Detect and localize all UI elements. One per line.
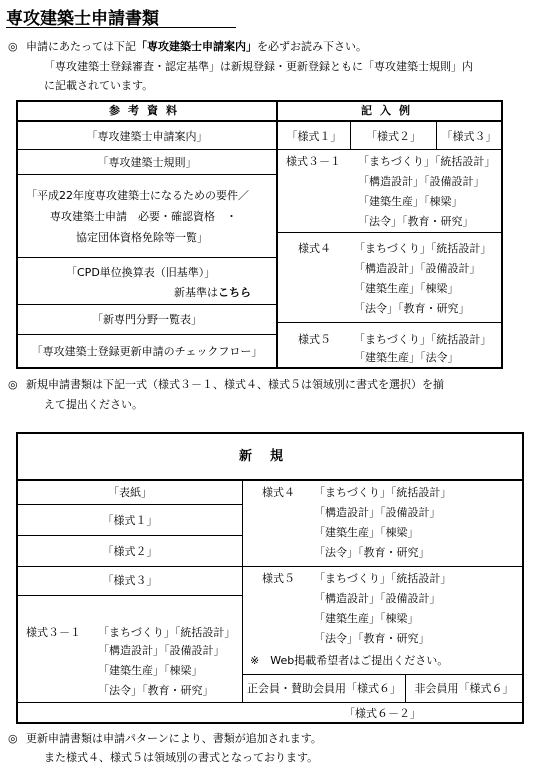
table2-header: 新規 (238, 449, 301, 464)
ref-cpd-table[interactable]: 「CPD単位換算表（旧基準）」 (66, 266, 216, 279)
form6-nonmember[interactable]: 非会員用「様式６」 (414, 682, 514, 695)
intro-note-line1 (0, 38, 367, 56)
new-form4-line[interactable]: 「まちづくり」「統括設計」 (314, 486, 452, 499)
intro-text-post: を必ずお読み下さい。 (257, 40, 367, 53)
new-form4-label: 様式４ (262, 486, 295, 499)
double-circle-icon: ◎ (8, 40, 18, 53)
new-application-note-line1: ◎ 新規申請書類は下記一式（様式３－１、様式４、様式５は領域別に書式を選択）を揃 (0, 376, 444, 394)
ref-renewal-flow[interactable]: 「専攻建築士登録更新申請のチェックフロー」 (31, 345, 263, 358)
example-form4-line[interactable]: 「法令」「教育・研究」 (354, 302, 470, 315)
new-application-note-line2: えて提出ください。 (44, 398, 143, 411)
example-form5-line[interactable]: 「まちづくり」「統括設計」 (354, 333, 492, 346)
table2-header-rule (16, 479, 524, 481)
title-underline (6, 27, 236, 28)
table1-header-examples: 記入例 (361, 104, 418, 117)
new-form4-line[interactable]: 「構造設計」「設備設計」 (314, 506, 441, 519)
table2-divider (242, 480, 243, 702)
new-form5-line[interactable]: 「法令」「教育・研究」 (314, 632, 430, 645)
example-form31-line[interactable]: 「法令」「教育・研究」 (358, 215, 474, 228)
example-form3[interactable]: 「様式３」 (441, 130, 497, 143)
new-form1[interactable]: 「様式１」 (102, 514, 158, 527)
example-form31-line[interactable]: 「構造設計」「設備設計」 (358, 175, 485, 188)
new-form31-line[interactable]: 「法令」「教育・研究」 (98, 684, 214, 697)
web-posting-note: ※ Web掲載希望者はご提出ください。 (250, 654, 449, 667)
new-form31-line[interactable]: 「まちづくり」「統括設計」 (98, 626, 236, 639)
ref-requirements-line3[interactable]: 協定団体資格免除等一覧」 (76, 231, 208, 244)
example-form4-line[interactable]: 「建築生産」「棟梁」 (354, 282, 459, 295)
application-guide-link[interactable]: 「専攻建築士申請案内」 (136, 40, 257, 53)
form6-member[interactable]: 正会員・賛助会員用「様式６」 (247, 682, 401, 695)
new-form31-line[interactable]: 「構造設計」「設備設計」 (98, 644, 225, 657)
example-form4-label: 様式４ (298, 242, 331, 255)
new-form5-line[interactable]: 「建築生産」「棟梁」 (314, 612, 419, 625)
new-standard-link[interactable]: こちら (218, 286, 251, 299)
ref-requirements-line2[interactable]: 専攻建築士申請 必要・確認資格 ・ (50, 210, 237, 223)
example-form1[interactable]: 「様式１」 (286, 130, 342, 143)
renewal-note-line1: ◎ 更新申請書類は申請パターンにより、書類が追加されます。 (0, 730, 322, 748)
ref-requirements-line1[interactable]: 「平成22年度専攻建築士になるための要件／ (26, 189, 249, 202)
example-form4-line[interactable]: 「構造設計」「設備設計」 (354, 262, 481, 275)
new-form5-line[interactable]: 「構造設計」「設備設計」 (314, 592, 441, 605)
ref-regulations[interactable]: 「専攻建築士規則」 (97, 156, 197, 169)
example-form31-label: 様式３－１ (286, 155, 341, 168)
example-form5-line[interactable]: 「建築生産」「法令」 (354, 351, 459, 364)
intro-note-line3: に記載されています。 (44, 79, 154, 92)
table1-header-references: 参考資料 (109, 104, 185, 117)
ref-specialty-list[interactable]: 「新専門分野一覧表」 (92, 313, 202, 326)
new-standard-text: 新基準は (174, 286, 218, 299)
renewal-note-line2: また様式４、様式５は領域別の書式となっております。 (44, 751, 319, 764)
new-form31-label: 様式３－１ (26, 626, 81, 639)
example-form4-line[interactable]: 「まちづくり」「統括設計」 (354, 242, 492, 255)
example-form5-label: 様式５ (298, 333, 331, 346)
intro-text-pre: 申請にあたっては下記 (26, 40, 136, 53)
form62[interactable]: 「様式６－２」 (344, 707, 421, 720)
ref-application-guide[interactable]: 「専攻建築士申請案内」 (86, 130, 208, 143)
double-circle-icon: ◎ (8, 732, 18, 745)
example-form31-line[interactable]: 「まちづくり」「統括設計」 (358, 155, 496, 168)
new-form31-line[interactable]: 「建築生産」「棟梁」 (98, 664, 203, 677)
new-form4-line[interactable]: 「法令」「教育・研究」 (314, 546, 430, 559)
page-title: 専攻建築士申請書類 (6, 9, 159, 29)
new-form2[interactable]: 「様式２」 (102, 545, 158, 558)
double-circle-icon: ◎ (8, 378, 18, 391)
new-cover-sheet[interactable]: 「表紙」 (108, 486, 152, 499)
new-form3[interactable]: 「様式３」 (102, 574, 158, 587)
example-form2[interactable]: 「様式２」 (366, 130, 421, 143)
new-form5-line[interactable]: 「まちづくり」「統括設計」 (314, 572, 452, 585)
intro-note-line2: 「専攻建築士登録審査・認定基準」は新規登録・更新登録ともに「専攻建築士規則」内 (44, 60, 473, 73)
new-form5-label: 様式５ (262, 572, 295, 585)
ref-new-standard (174, 284, 251, 301)
table1-header-rule (16, 120, 503, 122)
new-form4-line[interactable]: 「建築生産」「棟梁」 (314, 526, 419, 539)
example-form31-line[interactable]: 「建築生産」「棟梁」 (358, 195, 463, 208)
